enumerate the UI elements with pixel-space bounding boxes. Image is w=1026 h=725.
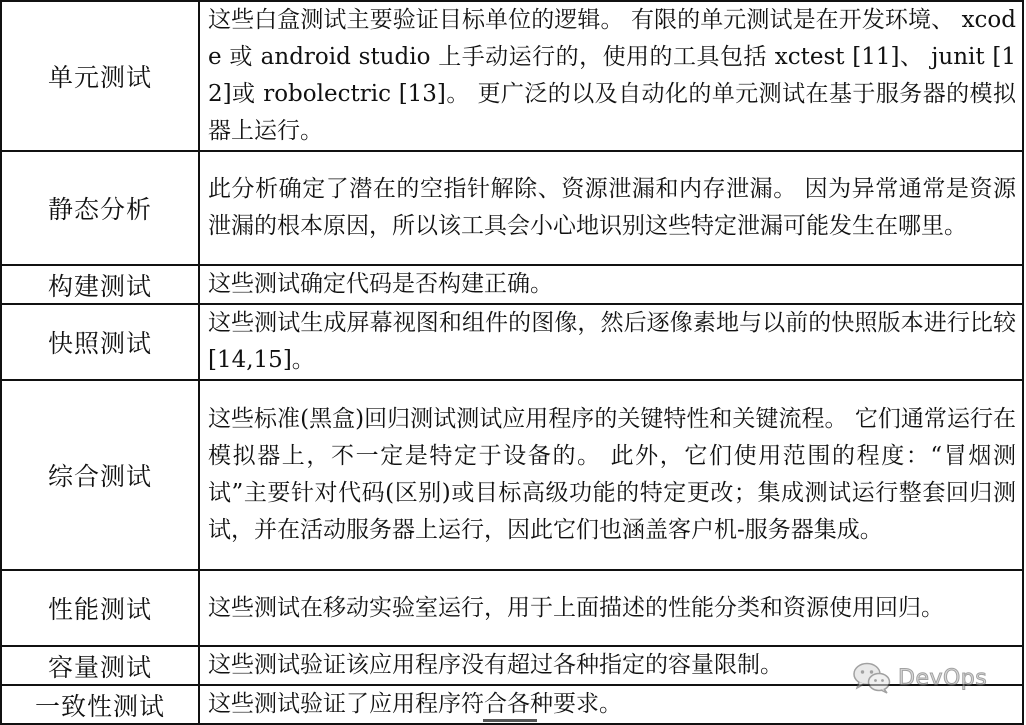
- test-description-cell: 这些白盒测试主要验证目标单位的逻辑。 有限的单元测试是在开发环境、 xcode 或 android studio 上手动运行的，使用的工具包括 xctest [11]、 junit [12]或 robolectric [13]。 更广泛的以及自动化的单元测试在基于服务器的模拟器上运行。: [199, 1, 1023, 151]
- test-name-cell: 静态分析: [1, 151, 199, 265]
- table-row: [1, 304, 1023, 380]
- table-row: [1, 380, 1023, 570]
- test-name-cell: 快照测试: [1, 304, 199, 380]
- table-row: [1, 570, 1023, 646]
- watermark: [852, 660, 987, 696]
- test-name-cell: 容量测试: [1, 646, 199, 685]
- test-description-cell: 这些标准(黑盒)回归测试测试应用程序的关键特性和关键流程。 它们通常运行在模拟器上，不一定是特定于设备的。 此外，它们使用范围的程度：“冒烟测试”主要针对代码(区别)或目标高级功能的特定更改；集成测试运行整套回归测试，并在活动服务器上运行，因此它们也涵盖客户机-服务器集成。: [199, 380, 1023, 570]
- test-name-cell: 一致性测试: [1, 685, 199, 724]
- table-row: [1, 265, 1023, 304]
- test-name-cell: 性能测试: [1, 570, 199, 646]
- test-description-cell: 这些测试验证该应用程序没有超过各种指定的容量限制。: [199, 646, 1023, 685]
- test-name-cell: 单元测试: [1, 1, 199, 151]
- watermark-text: DevOps: [898, 665, 988, 691]
- bottom-edge-mark: [483, 719, 537, 722]
- test-description-cell: 这些测试验证了应用程序符合各种要求。: [199, 685, 1023, 724]
- wechat-icon: [852, 661, 892, 695]
- test-description-cell: 这些测试在移动实验室运行，用于上面描述的性能分类和资源使用回归。: [199, 570, 1023, 646]
- test-name-cell: 综合测试: [1, 380, 199, 570]
- test-description-cell: 此分析确定了潜在的空指针解除、资源泄漏和内存泄漏。 因为异常通常是资源泄漏的根本原因，所以该工具会小心地识别这些特定泄漏可能发生在哪里。: [199, 151, 1023, 265]
- table-row: [1, 1, 1023, 151]
- table-row: [1, 151, 1023, 265]
- test-description-cell: 这些测试生成屏幕视图和组件的图像，然后逐像素地与以前的快照版本进行比较[14,15]。: [199, 304, 1023, 380]
- test-name-cell: 构建测试: [1, 265, 199, 304]
- test-description-cell: 这些测试确定代码是否构建正确。: [199, 265, 1023, 304]
